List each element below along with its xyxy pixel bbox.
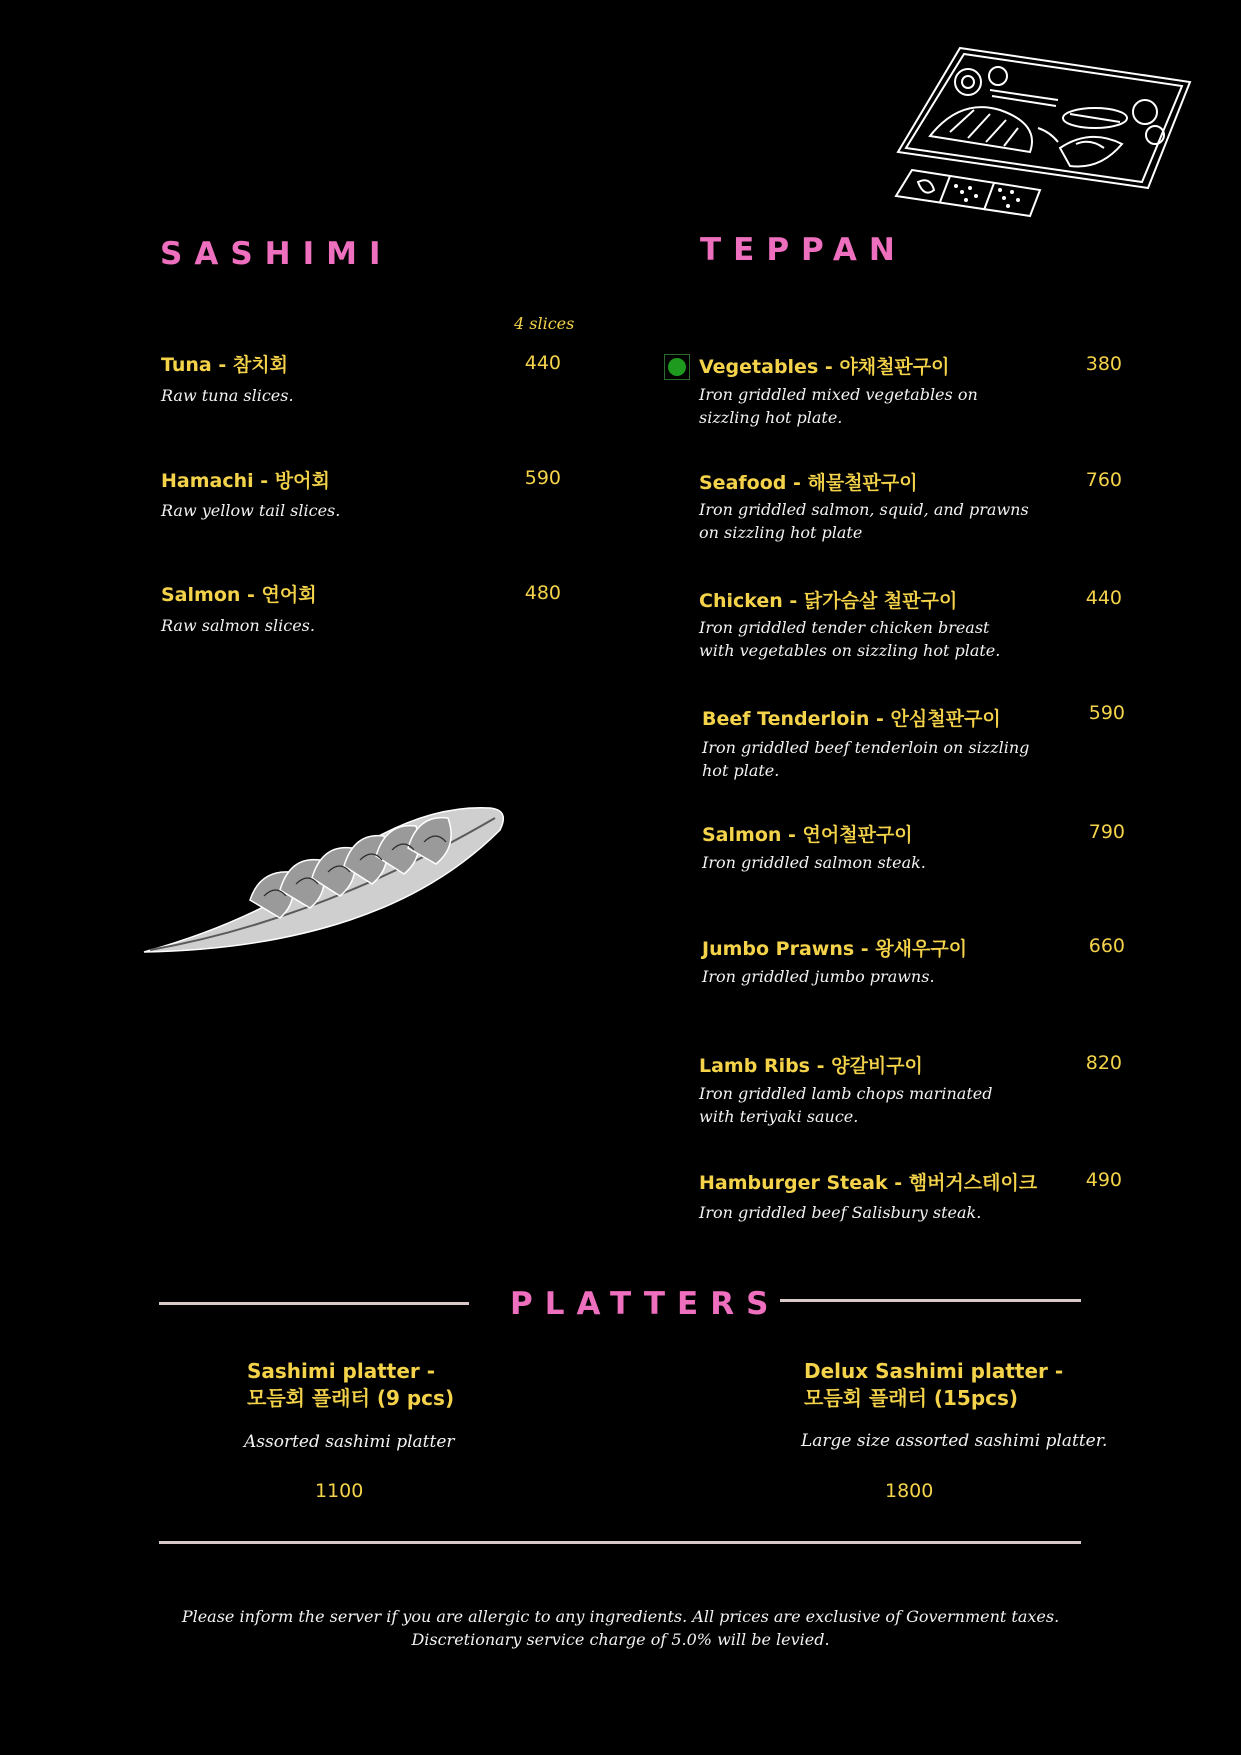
item-name: Jumbo Prawns - 왕새우구이 (702, 938, 968, 960)
teppan-item-hamburger-steak (699, 1168, 1129, 1238)
item-name: Seafood - 해물철판구이 (699, 472, 918, 494)
platter-item-sashimi (230, 1358, 560, 1518)
platter-item-delux-sashimi (790, 1358, 1120, 1518)
teppan-item-vegetables (699, 352, 1129, 432)
platter-name-line-2: 모듬회 플래터 (9 pcs) (247, 1386, 455, 1410)
teppan-item-beef-tenderloin (702, 704, 1132, 784)
item-price: 440 (524, 352, 561, 374)
item-price: 760 (1085, 469, 1122, 491)
item-name: Hamburger Steak - 햄버거스테이크 (699, 1172, 1038, 1194)
item-price: 590 (524, 467, 561, 489)
teppan-item-salmon (702, 820, 1132, 890)
footer-line-2: Discretionary service charge of 5.0% will be levied. (411, 1630, 830, 1649)
platters-left-divider (159, 1302, 469, 1305)
item-description: Iron griddled lamb chops marinated with teriyaki sauce. (699, 1084, 993, 1126)
item-price: 380 (1085, 353, 1122, 375)
platter-price: 1100 (315, 1480, 364, 1502)
item-description: Iron griddled salmon, squid, and prawns on sizzling hot plate (699, 500, 1029, 542)
teppan-item-lamb-ribs (699, 1051, 1129, 1131)
teppan-item-chicken (699, 586, 1129, 666)
teppan-item-jumbo-prawns (702, 934, 1132, 1004)
platter-description: Large size assorted sashimi platter. (801, 1431, 1108, 1451)
item-price: 590 (1088, 702, 1125, 724)
sashimi-item-hamachi (161, 466, 561, 536)
item-price: 480 (524, 582, 561, 604)
sashimi-leaf-illustration (140, 800, 510, 960)
veg-indicator-icon (664, 354, 690, 380)
item-name: Chicken - 닭가슴살 철판구이 (699, 590, 958, 612)
item-description: Iron griddled salmon steak. (702, 853, 926, 872)
item-name: Lamb Ribs - 양갈비구이 (699, 1055, 923, 1077)
platter-name-line-1: Delux Sashimi platter - (804, 1359, 1064, 1383)
sashimi-section-title: SASHIMI (160, 236, 393, 272)
sashimi-item-tuna (161, 350, 561, 420)
item-price: 440 (1085, 587, 1122, 609)
platters-section-title: PLATTERS (510, 1286, 781, 1322)
item-price: 660 (1088, 935, 1125, 957)
platter-description: Assorted sashimi platter (244, 1432, 455, 1452)
item-description: Raw yellow tail slices. (161, 501, 341, 520)
sashimi-portion-note: 4 slices (514, 314, 575, 333)
platter-price: 1800 (885, 1480, 934, 1502)
item-description: Iron griddled mixed vegetables on sizzling hot plate. (699, 385, 978, 427)
item-name: Hamachi - 방어회 (161, 470, 330, 492)
item-description: Raw salmon slices. (161, 616, 315, 635)
item-name: Beef Tenderloin - 안심철판구이 (702, 708, 1001, 730)
platter-name-line-1: Sashimi platter - (247, 1359, 436, 1383)
footer-note (0, 1605, 1241, 1651)
teppan-item-seafood (699, 468, 1129, 548)
item-name: Salmon - 연어철판구이 (702, 824, 913, 846)
platters-right-divider (780, 1299, 1081, 1302)
item-name: Vegetables - 야채철판구이 (699, 356, 950, 378)
teppan-section-title: TEPPAN (700, 232, 907, 268)
item-description: Iron griddled beef Salisbury steak. (699, 1203, 982, 1222)
item-name: Tuna - 참치회 (161, 354, 288, 376)
footer-line-1: Please inform the server if you are allergic to any ingredients. All prices are exclusive of Government taxes. (181, 1607, 1060, 1626)
item-name: Salmon - 연어회 (161, 584, 317, 606)
item-price: 490 (1085, 1169, 1122, 1191)
teppan-tray-illustration (890, 40, 1196, 230)
item-description: Iron griddled jumbo prawns. (702, 967, 935, 986)
item-price: 790 (1088, 821, 1125, 843)
item-description: Iron griddled beef tenderloin on sizzling hot plate. (702, 738, 1030, 780)
sashimi-item-salmon (161, 580, 561, 650)
item-description: Raw tuna slices. (161, 386, 294, 405)
platters-bottom-divider (159, 1541, 1081, 1544)
item-price: 820 (1085, 1052, 1122, 1074)
item-description: Iron griddled tender chicken breast with vegetables on sizzling hot plate. (699, 618, 1001, 660)
platter-name-line-2: 모듬회 플래터 (15pcs) (804, 1386, 1019, 1410)
